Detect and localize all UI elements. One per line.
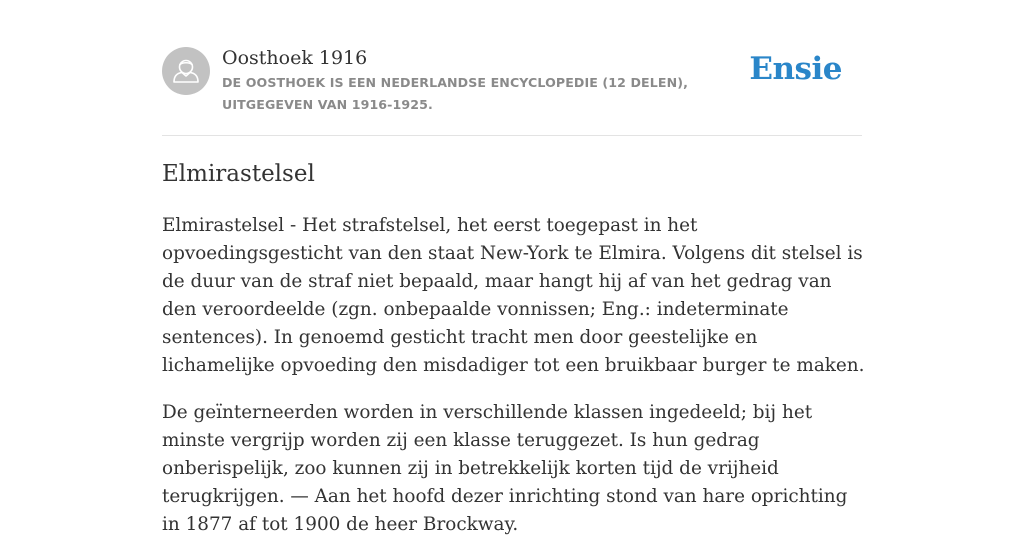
- article-body: [162, 212, 866, 558]
- article-paragraph: Elmirastelsel - Het strafstelsel, het eerst toegepast in het opvoedingsgesticht van den staat New-York te Elmira. Volgens dit stelsel is de duur van de straf niet bepaald, maar hangt hij af van het gedrag van den veroordeelde (zgn. onbepaalde vonnissen; Eng.: indeterminate sentences). In genoemd gesticht tracht men door geestelijke en lichamelijke opvoeding den misdadiger tot een bruikbaar burger te maken.: [162, 215, 865, 376]
- header-divider: [162, 135, 862, 136]
- article-title: Elmirastelsel: [162, 161, 315, 187]
- user-icon: [162, 47, 210, 95]
- source-title[interactable]: Oosthoek 1916: [222, 47, 368, 69]
- source-avatar[interactable]: [162, 47, 210, 95]
- source-header: [162, 46, 862, 118]
- article-paragraph: De geïnterneerden worden in verschillende klassen ingedeeld; bij het minste vergrijp worden zij een klasse teruggezet. Is hun gedrag onberispelijk, zoo kunnen zij in betrekkelijk korten tijd de vrijheid terugkrijgen. — Aan het hoofd dezer inrichting stond van hare oprichting in 1877 af tot 1900 de heer Brockway.: [162, 402, 848, 535]
- source-description: DE OOSTHOEK IS EEN NEDERLANDSE ENCYCLOPEDIE (12 DELEN), UITGEGEVEN VAN 1916-1925.: [222, 75, 688, 112]
- ensie-logo[interactable]: Ensie: [749, 51, 842, 87]
